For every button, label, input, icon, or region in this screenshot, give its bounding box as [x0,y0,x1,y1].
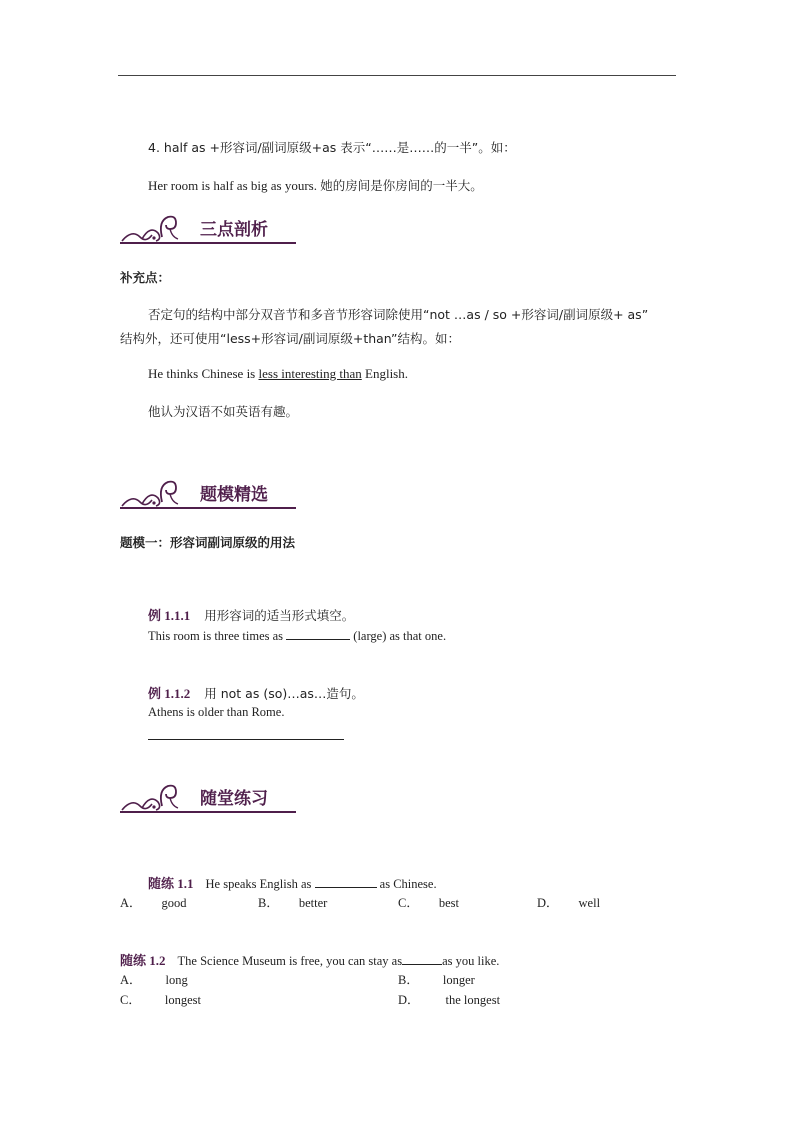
option-letter: B． [398,973,419,987]
option-letter: C． [120,993,141,1007]
heading-underline [120,811,296,813]
option-text: longest [164,993,201,1007]
example-1-1-2-sentence: Athens is older than Rome. [148,705,285,719]
model-1-title: 题模一：形容词副词原级的用法 [120,535,296,550]
example-underlined: less interesting than [258,366,362,381]
option-b[interactable] [398,970,475,988]
option-text: well [578,896,601,910]
supplement-example [148,366,408,382]
flourish-ornament-icon [118,211,188,245]
point-4-line: 4. half as +形容词/副词原级+as 表示“……是……的一半”。如： [148,140,516,155]
option-d[interactable] [537,893,600,911]
option-c[interactable] [398,893,459,911]
fill-blank[interactable] [402,952,442,965]
question-pre: The Science Museum is free, you can stay as [177,954,403,968]
option-letter: C． [398,896,419,910]
option-b[interactable] [258,893,327,911]
example-pre: He thinks Chinese is [148,366,259,381]
heading-title: 题模精选 [200,485,268,505]
option-a[interactable] [120,893,187,911]
option-text: the longest [445,993,501,1007]
sentence-post: (large) as that one. [350,629,447,643]
option-text: better [298,896,328,910]
point-4-text [148,138,516,156]
fill-blank[interactable] [315,875,377,888]
question-pre: He speaks English as [205,877,315,891]
example-instruction: 用形容词的适当形式填空。 [204,608,355,623]
option-text: best [438,896,459,910]
option-letter: D． [398,993,420,1007]
option-text: longer [442,973,475,987]
option-text: good [161,896,187,910]
fill-blank[interactable] [286,627,350,640]
heading-underline [120,507,296,509]
supplement-example-chinese: 他认为汉语不如英语有趣。 [148,404,299,419]
section-heading-analysis [118,211,296,245]
flourish-ornament-icon [118,780,188,814]
supplement-paragraph-line1: 否定句的结构中部分双音节和多音节形容词除使用“not …as / so +形容词/副词原级+ as” [148,307,649,322]
example-label: 例 1.1.2 [148,686,191,701]
heading-underline [120,242,296,244]
option-letter: B． [258,896,279,910]
supplement-label: 补充点： [120,270,171,285]
supplement-paragraph-line2: 结构外，还可使用“less+形容词/副词原级+than”结构。如： [120,331,461,346]
option-letter: A． [120,896,142,910]
option-letter: A． [120,973,142,987]
flourish-ornament-icon [118,476,188,510]
sentence-pre: This room is three times as [148,629,287,643]
example-english: Her room is half as big as yours. [148,178,317,193]
heading-title: 随堂练习 [200,789,268,809]
option-letter: D． [537,896,559,910]
example-1-1-1-header [148,605,354,625]
example-chinese: 她的房间是你房间的一半大。 [320,178,483,193]
example-1-1-2-header [148,683,364,703]
example-1-1-1-sentence [148,627,446,644]
heading-title: 三点剖析 [200,220,268,240]
practice-label: 随练 1.2 [120,953,166,968]
example-instruction: 用 not as (so)…as…造句。 [204,686,364,701]
practice-1-2-question [120,950,499,970]
question-post: as Chinese. [376,877,437,891]
option-c[interactable] [120,990,201,1008]
option-d[interactable] [398,990,500,1008]
section-heading-models [118,476,296,510]
practice-label: 随练 1.1 [148,876,194,891]
question-post: as you like. [442,954,500,968]
example-post: English. [361,366,408,381]
option-text: long [165,973,188,987]
answer-line[interactable] [148,739,344,740]
practice-1-1-question [148,873,437,893]
section-heading-practice [118,780,296,814]
header-rule [118,75,676,76]
point-4-example [148,176,483,194]
option-a[interactable] [120,970,188,988]
example-label: 例 1.1.1 [148,608,191,623]
